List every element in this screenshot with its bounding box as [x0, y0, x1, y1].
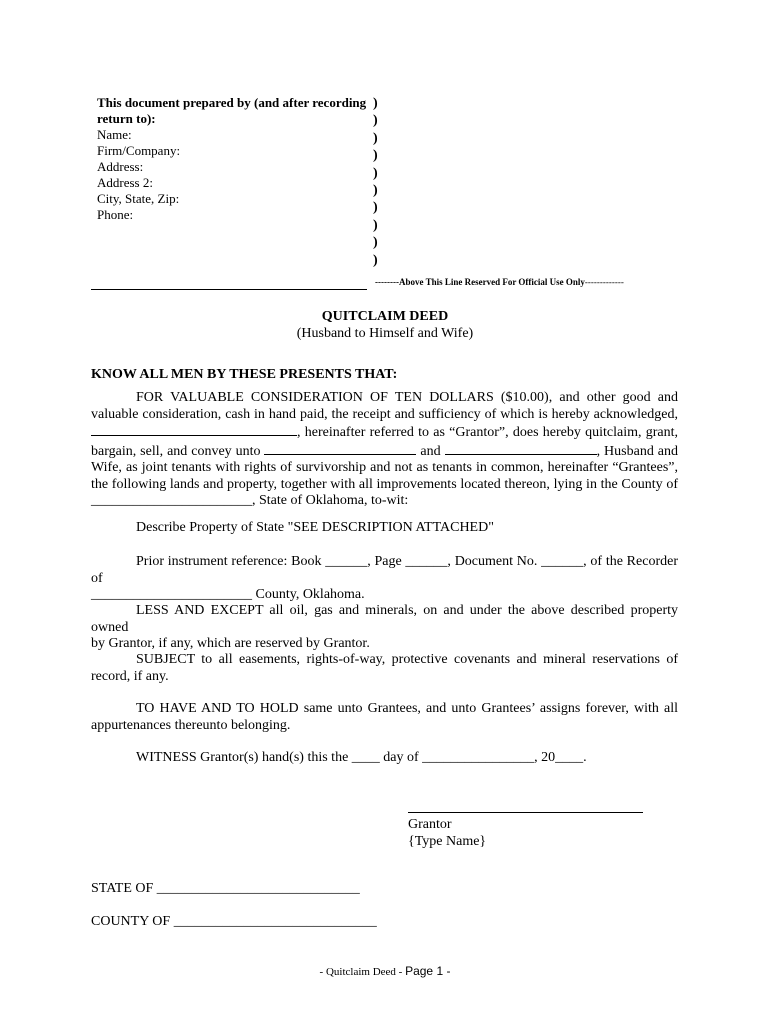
- preparer-heading-line2: return to):: [97, 111, 156, 126]
- preparer-field-name: Name:: [97, 127, 132, 142]
- consideration-line1: FOR VALUABLE CONSIDERATION OF TEN DOLLARS ($10.00), and other good and: [136, 390, 678, 405]
- bracket: ): [373, 235, 378, 251]
- preparer-field-address2: Address 2:: [97, 175, 153, 190]
- bracket: ): [373, 130, 378, 146]
- page-footer: [0, 964, 770, 978]
- less-except-paragraph: [91, 603, 678, 653]
- official-dashes-right: -------------: [584, 277, 624, 287]
- prior-line1: Prior instrument reference: Book ______, Page ______, Document No. ______, of the Recorder of: [91, 554, 678, 586]
- bracket: ): [373, 217, 378, 233]
- habendum-line2: appurtenances thereunto belonging.: [91, 717, 291, 733]
- preparer-field-city-state-zip: City, State, Zip:: [97, 191, 180, 206]
- document-subtitle: (Husband to Himself and Wife): [296, 326, 474, 341]
- less-except-line2: by Grantor, if any, which are reserved by Grantor.: [91, 636, 370, 651]
- county-of-line: COUNTY OF _____________________________: [91, 914, 377, 929]
- bracket: ): [373, 183, 378, 199]
- preparer-heading-line1: This document prepared by (and after recording: [97, 95, 367, 110]
- grantee-husband-blank[interactable]: [264, 442, 416, 455]
- consideration-line3-text: , hereinafter referred to as “Grantor”, does hereby quitclaim, grant,: [297, 425, 678, 440]
- consideration-line4a: bargain, sell, and convey unto: [91, 443, 265, 459]
- recording-divider-line: [91, 289, 367, 290]
- bracket: ): [373, 113, 378, 129]
- bracket: ): [373, 96, 378, 111]
- prior-reference-paragraph: [91, 554, 678, 604]
- grantor-signature-line[interactable]: [408, 812, 643, 813]
- bracket: ): [373, 252, 378, 268]
- describe-text: Describe Property of State "SEE DESCRIPTION ATTACHED": [136, 520, 494, 535]
- consideration-line4c: , Husband and: [596, 443, 678, 459]
- grantor-label: Grantor: [408, 817, 452, 832]
- consideration-line6: the following lands and property, together with all improvements located thereon, lying in the County of: [91, 476, 678, 492]
- preparer-field-firm: Firm/Company:: [97, 143, 181, 158]
- bracket: ): [373, 148, 378, 164]
- grantor-signature-block: [408, 816, 486, 850]
- preparer-field-address: Address:: [97, 159, 144, 174]
- prior-line2: _______________________ County, Oklahoma.: [91, 587, 365, 602]
- consideration-line7: _______________________, State of Oklahoma, to-wit:: [91, 493, 409, 508]
- habendum-line1: TO HAVE AND TO HOLD same unto Grantees, and unto Grantees’ assigns forever, with all: [136, 701, 678, 716]
- intro-heading: KNOW ALL MEN BY THESE PRESENTS THAT:: [91, 367, 398, 382]
- witness-text: WITNESS Grantor(s) hand(s) this the ____ day of ________________, 20____.: [136, 750, 587, 765]
- subject-line1: SUBJECT to all easements, rights-of-way, protective covenants and mineral reservations of: [136, 652, 678, 667]
- consideration-line5: Wife, as joint tenants with rights of survivorship and not as tenants in common, hereinafter “Grantees”,: [91, 460, 678, 475]
- consideration-paragraph: [91, 390, 678, 510]
- habendum-paragraph: [91, 701, 678, 734]
- document-title: QUITCLAIM DEED: [321, 309, 449, 324]
- state-of-line: STATE OF _____________________________: [91, 881, 360, 896]
- consideration-line2: valuable consideration, cash in hand paid, the receipt and sufficiency of which is hereby acknowledged,: [91, 406, 678, 422]
- official-use-note: [375, 277, 624, 287]
- preparer-block: [97, 95, 367, 223]
- grantee-wife-blank[interactable]: [445, 442, 597, 455]
- consideration-line4b: and: [416, 443, 445, 459]
- subject-paragraph: [91, 652, 678, 685]
- official-use-text: Above This Line Reserved For Official Use Only: [398, 277, 585, 287]
- bracket: ): [373, 165, 378, 181]
- describe-paragraph: [91, 520, 678, 537]
- grantor-name-blank[interactable]: [91, 423, 297, 436]
- footer-page-number: Page 1 -: [405, 964, 451, 978]
- grantor-type-name: {Type Name}: [408, 834, 487, 849]
- witness-paragraph: [91, 750, 678, 767]
- bracket-column: [373, 95, 378, 269]
- official-dashes-left: --------: [375, 277, 399, 287]
- consideration-line4: [91, 442, 678, 461]
- subject-line2: record, if any.: [91, 668, 169, 684]
- footer-doc-name: - Quitclaim Deed -: [319, 966, 406, 978]
- bracket: ): [373, 200, 378, 216]
- less-except-line1: LESS AND EXCEPT all oil, gas and minerals, on and under the above described property owned: [91, 603, 678, 635]
- preparer-field-phone: Phone:: [97, 207, 134, 222]
- consideration-line3: [91, 423, 678, 442]
